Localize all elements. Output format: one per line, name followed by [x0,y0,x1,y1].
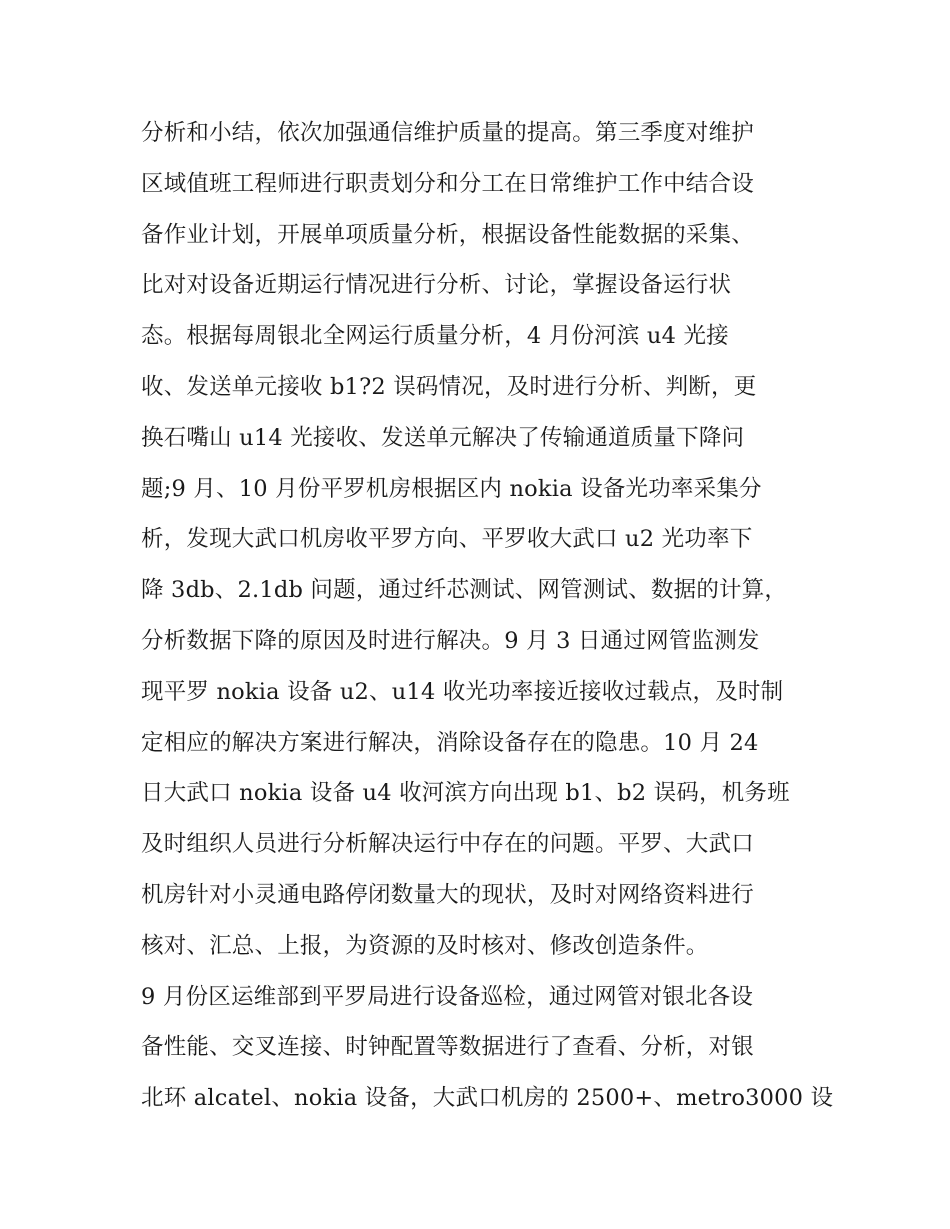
text-line: 9 月份区运维部到平罗局进行设备巡检，通过网管对银北各设 [141,983,754,1010]
text-line: 换石嘴山 u14 光接收、发送单元解决了传输通道质量下降问 [141,424,745,451]
text-line: 北环 alcatel、nokia 设备，大武口机房的 2500+、metro3000 设 [141,1085,834,1112]
text-line: 定相应的解决方案进行解决，消除设备存在的隐患。10 月 24 [141,729,759,756]
text-line: 区域值班工程师进行职责划分和分工在日常维护工作中结合设 [141,170,754,197]
text-line: 比对对设备近期运行情况进行分析、讨论，掌握设备运行状 [141,272,732,299]
text-line: 析，发现大武口机房收平罗方向、平罗收大武口 u2 光功率下 [141,526,753,553]
text-line: 现平罗 nokia 设备 u2、u14 收光功率接近接收过载点，及时制 [141,678,784,705]
text-line: 核对、汇总、上报，为资源的及时核对、修改创造条件。 [141,932,709,959]
text-line: 备性能、交叉连接、时钟配置等数据进行了查看、分析，对银 [141,1034,754,1061]
text-line: 机房针对小灵通电路停闭数量大的现状，及时对网络资料进行 [141,881,754,908]
text-line: 降 3db、2.1db 问题，通过纤芯测试、网管测试、数据的计算， [141,577,788,604]
text-line: 分析数据下降的原因及时进行解决。9 月 3 日通过网管监测发 [141,627,760,654]
text-line: 收、发送单元接收 b1?2 误码情况，及时进行分析、判断，更 [141,373,757,400]
text-line: 题;9 月、10 月份平罗机房根据区内 nokia 设备光功率采集分 [141,475,762,502]
text-line: 及时组织人员进行分析解决运行中存在的问题。平罗、大武口 [141,831,754,858]
text-line: 态。根据每周银北全网运行质量分析，4 月份河滨 u4 光接 [141,323,729,350]
body-text [141,108,834,1124]
text-line: 备作业计划，开展单项质量分析，根据设备性能数据的采集、 [141,221,754,248]
text-line: 分析和小结，依次加强通信维护质量的提高。第三季度对维护 [141,120,754,146]
text-line: 日大武口 nokia 设备 u4 收河滨方向出现 b1、b2 误码，机务班 [141,780,790,807]
